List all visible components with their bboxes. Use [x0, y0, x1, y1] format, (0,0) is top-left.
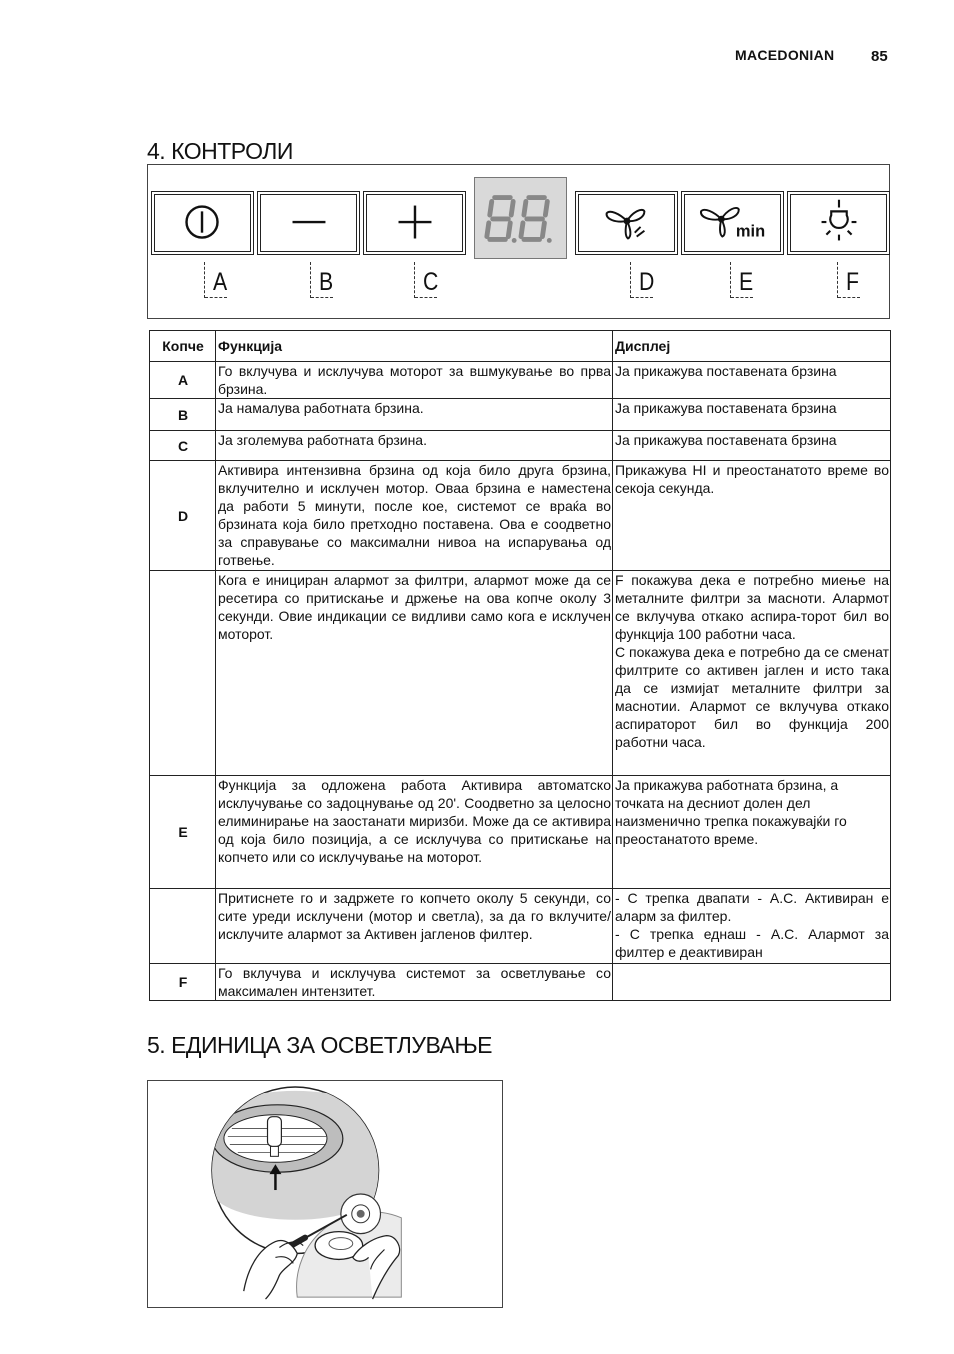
- button-b: [257, 191, 360, 255]
- row-display: F покажува дека е потребно миење на металните филтри за масноти. Алармот се вклучува откако аспира-торот бил во функција 100 работни часа. C покажува дека е потребно да се сменат филтрите со активен јаглен и исто така да се измијат металните филтри за маснотии. Алармот се вклучува откако аспираторот бил во функција 200 работни часа.: [613, 571, 891, 776]
- table-row: [150, 889, 891, 964]
- row-key: D: [150, 461, 216, 571]
- controls-table: [149, 330, 891, 1001]
- lamp-replacement-icon: [148, 1081, 502, 1307]
- table-row: [150, 399, 891, 431]
- table-header-row: [150, 331, 891, 362]
- row-key: E: [150, 776, 216, 889]
- minus-icon: [258, 192, 359, 254]
- label-c: C: [414, 262, 415, 298]
- section-title-lighting: 5. ЕДИНИЦА ЗА ОСВЕТЛУВАЊЕ: [147, 1032, 492, 1058]
- row-display: Ја прикажува поставената брзина: [613, 431, 891, 461]
- table-row: [150, 461, 891, 571]
- row-key: F: [150, 964, 216, 1001]
- header-language: MACEDONIAN: [735, 47, 835, 63]
- row-function: Ја зголемува работната брзина.: [216, 431, 613, 461]
- row-key: B: [150, 399, 216, 431]
- fan-min-icon: [682, 192, 783, 254]
- label-d: D: [630, 262, 631, 298]
- row-function: Функција за одложена работа Активира автоматско исклучување со задоцнување од 20'. Соодветно за целосно елиминирање на заостанати миризби. Може да се активира од која било позиција, а се исклучува со притискање на копчето или со исклучување на моторот.: [216, 776, 613, 889]
- row-function: Притиснете го и задржете го копчето околу 5 секунди, со сите уреди исклучени (мотор и светла), за да го вклучите/исклучите алармот за Активен јагленов филтер.: [216, 889, 613, 964]
- fan-boost-icon: [576, 192, 677, 254]
- table-row: [150, 431, 891, 461]
- table-row: [150, 571, 891, 776]
- button-c: [363, 191, 466, 255]
- control-panel-diagram: [147, 164, 890, 319]
- row-function: Го вклучува и исклучува системот за осветлување со максимален интензитет.: [216, 964, 613, 1001]
- table-row: [150, 964, 891, 1001]
- label-e: E: [730, 262, 731, 298]
- power-icon: [152, 192, 253, 254]
- table-row: [150, 776, 891, 889]
- table-row: [150, 362, 891, 399]
- row-key: A: [150, 362, 216, 399]
- row-function: Кога е инициран алармот за филтри, алармот може да се ресетира со притискање и држење на ова копче околу 3 секунди. Овие индикации се видливи само кога е исклучен моторот.: [216, 571, 613, 776]
- fan-min-text: min: [735, 222, 766, 241]
- header-button: Копче: [150, 331, 216, 362]
- row-display: Ја прикажува поставената брзина: [613, 362, 891, 399]
- row-function: Го вклучува и исклучува моторот за вшмукување во прва брзина.: [216, 362, 613, 399]
- button-f: [787, 191, 890, 255]
- row-display: Прикажува HI и преостанатото време во секоја секунда.: [613, 461, 891, 571]
- row-key: [150, 571, 216, 776]
- label-f: F: [837, 262, 838, 298]
- button-d: [575, 191, 678, 255]
- seven-segment-display: [474, 177, 567, 259]
- header-function: Функција: [216, 331, 613, 362]
- section-title-controls: 4. КОНТРОЛИ: [147, 138, 293, 164]
- row-display: Ја прикажува поставената брзина: [613, 399, 891, 431]
- label-b: B: [310, 262, 311, 298]
- plus-icon: [364, 192, 465, 254]
- row-display: - C трепка двапати - A.C. Активиран е аларм за филтер. - C трепка еднаш - A.C. Алармот за филтер е деактивиран: [613, 889, 891, 964]
- lamp-replacement-illustration: [147, 1080, 503, 1308]
- row-key: C: [150, 431, 216, 461]
- page-number: 85: [871, 48, 888, 65]
- label-a: A: [204, 262, 205, 298]
- header-display: Дисплеј: [613, 331, 891, 362]
- row-function: Активира интензивна брзина од која било друга брзина, вклучително и исклучен мотор. Оваа брзина е наместена да работи 5 минути, после кое, системот се враќа во брзината која било претходно поставена. Ова е соодветно за справување со максимални нивоа на испарувања од готвење.: [216, 461, 613, 571]
- display-digits: [475, 178, 566, 258]
- light-icon: [788, 192, 889, 254]
- row-function: Ја намалува работната брзина.: [216, 399, 613, 431]
- button-e: [681, 191, 784, 255]
- row-display: Ја прикажува работната брзина, а точката на десниот долен дел наизменично трепка покажувајќи го преостанатото време.: [613, 776, 891, 889]
- button-a: [151, 191, 254, 255]
- row-display: [613, 964, 891, 1001]
- row-key: [150, 889, 216, 964]
